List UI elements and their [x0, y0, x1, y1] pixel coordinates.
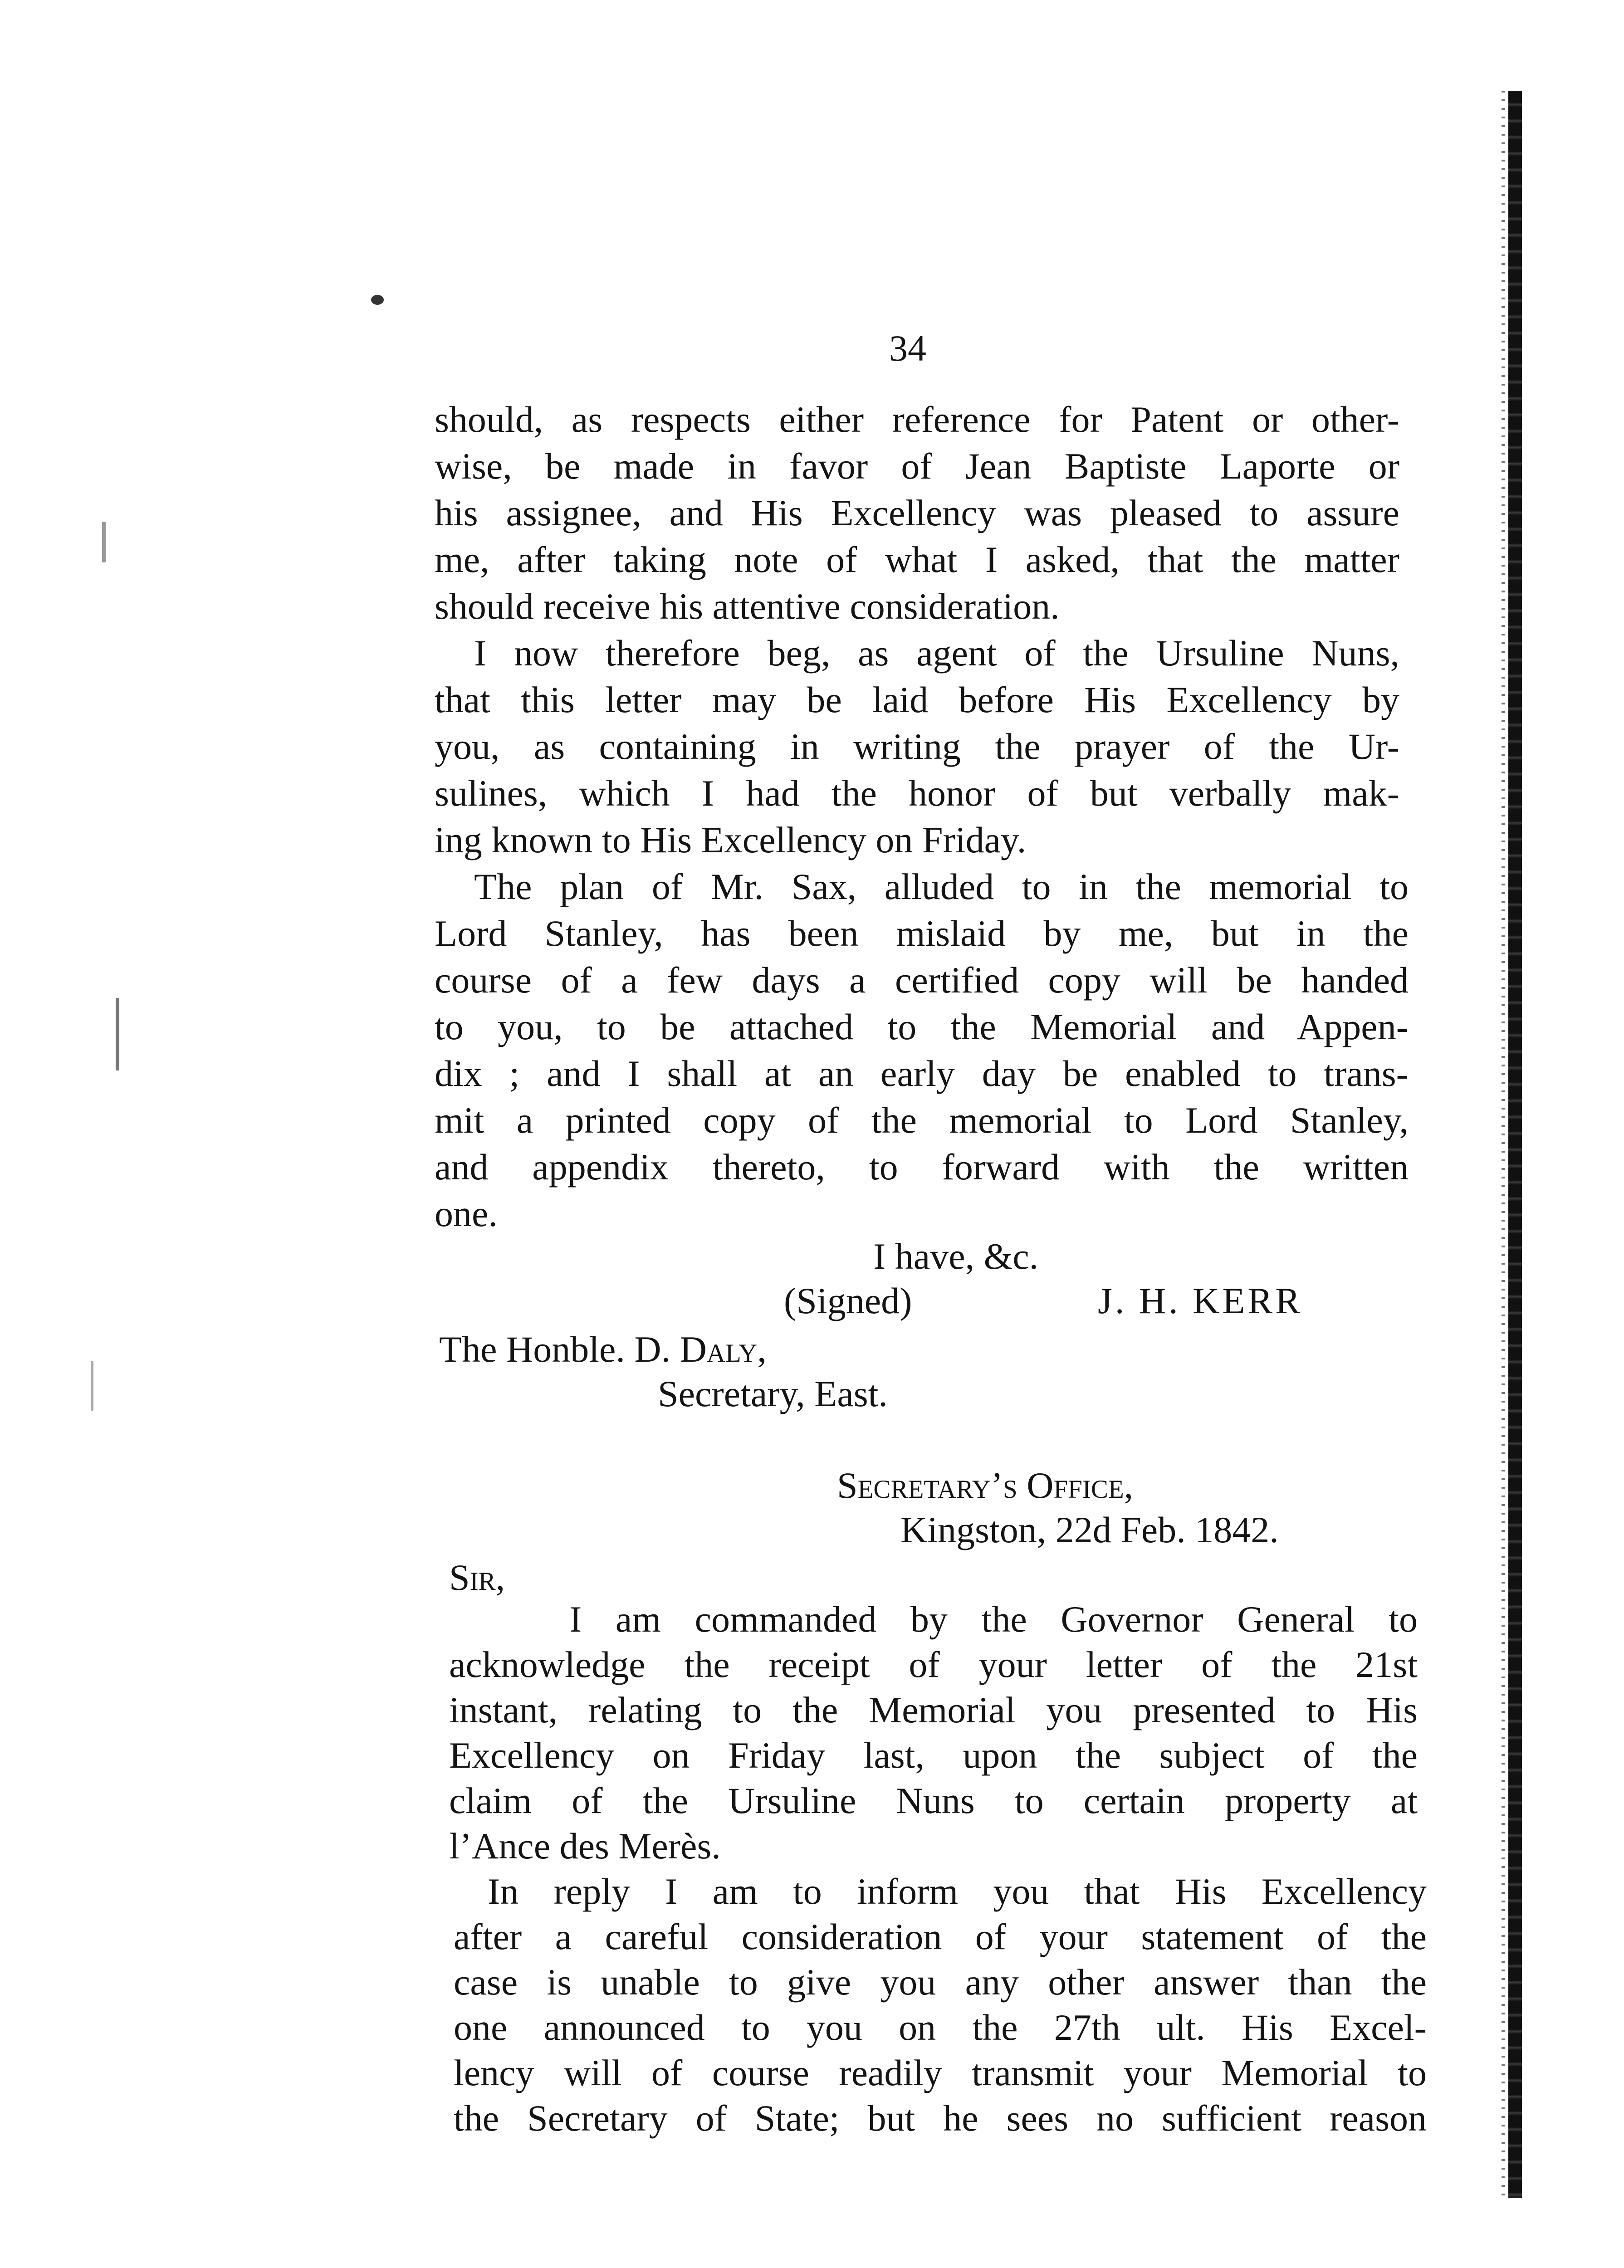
- scan-speck: [102, 522, 106, 562]
- text-line: Lord Stanley, has been mislaid by me, but in the: [435, 913, 1409, 954]
- text-line: mit a printed copy of the memorial to Lord Stanley,: [435, 1100, 1409, 1141]
- page-number: 34: [889, 327, 926, 369]
- text-line: The plan of Mr. Sax, alluded to in the memorial to: [474, 866, 1409, 907]
- text-line: to you, to be attached to the Memorial and Appen-: [435, 1006, 1409, 1047]
- scan-speck: [371, 295, 384, 305]
- text-line: me, after taking note of what I asked, that the matter: [435, 539, 1399, 580]
- office-header: Secretary’s Office,: [837, 1465, 1134, 1506]
- text-line: one announced to you on the 27th ult. His Excel-: [454, 2007, 1427, 2048]
- text-line: after a careful consideration of your statement of the: [454, 1916, 1427, 1957]
- text-line: Excellency on Friday last, upon the subject of the: [449, 1735, 1418, 1776]
- text-line: that this letter may be laid before His Excellency by: [435, 679, 1399, 720]
- addressee-title: Secretary, East.: [658, 1373, 888, 1414]
- text-line: you, as containing in writing the prayer of the Ur-: [435, 726, 1399, 767]
- addressee-name: [439, 1327, 767, 1372]
- text-line: one.: [435, 1193, 498, 1234]
- text-line: claim of the Ursuline Nuns to certain property at: [449, 1780, 1418, 1821]
- signed-label: (Signed): [784, 1280, 912, 1321]
- text-line: wise, be made in favor of Jean Baptiste Laporte or: [435, 445, 1399, 487]
- text-line: In reply I am to inform you that His Excellency: [488, 1871, 1427, 1912]
- page-edge-shadow-inner: [1502, 91, 1505, 2198]
- text-line: acknowledge the receipt of your letter of the 21st: [449, 1644, 1418, 1685]
- addressee-surname: Daly,: [680, 1329, 767, 1370]
- text-line: l’Ance des Merès.: [449, 1825, 721, 1867]
- text-line: ing known to His Excellency on Friday.: [435, 819, 1027, 860]
- addressee-prefix: The Honble. D.: [439, 1329, 671, 1370]
- text-line: his assignee, and His Excellency was pleased to assure: [435, 492, 1399, 533]
- text-line: should, as respects either reference for Patent or other-: [435, 399, 1399, 440]
- text-line: should receive his attentive consideration.: [435, 586, 1060, 627]
- salutation: Sir,: [449, 1557, 505, 1598]
- text-line: course of a few days a certified copy will be handed: [435, 959, 1409, 1001]
- scan-speck: [116, 998, 119, 1070]
- text-line: dix ; and I shall at an early day be enabled to trans-: [435, 1053, 1409, 1094]
- page-edge-shadow: [1508, 91, 1522, 2198]
- text-line: instant, relating to the Memorial you presented to His: [449, 1689, 1418, 1730]
- closing: I have, &c.: [873, 1236, 1039, 1277]
- scan-speck: [91, 1361, 93, 1411]
- text-line: the Secretary of State; but he sees no sufficient reason: [454, 2097, 1427, 2139]
- text-line: I now therefore beg, as agent of the Ursuline Nuns,: [474, 632, 1399, 674]
- text-line: case is unable to give you any other answer than the: [454, 1961, 1427, 2003]
- text-line: and appendix thereto, to forward with the written: [435, 1146, 1409, 1188]
- text-line: I am commanded by the Governor General to: [569, 1598, 1418, 1640]
- text-line: sulines, which I had the honor of but verbally mak-: [435, 772, 1399, 814]
- signer-name: J. H. KERR: [1098, 1280, 1303, 1321]
- text-line: lency will of course readily transmit your Memorial to: [454, 2052, 1427, 2093]
- office-place-date: Kingston, 22d Feb. 1842.: [900, 1509, 1279, 1550]
